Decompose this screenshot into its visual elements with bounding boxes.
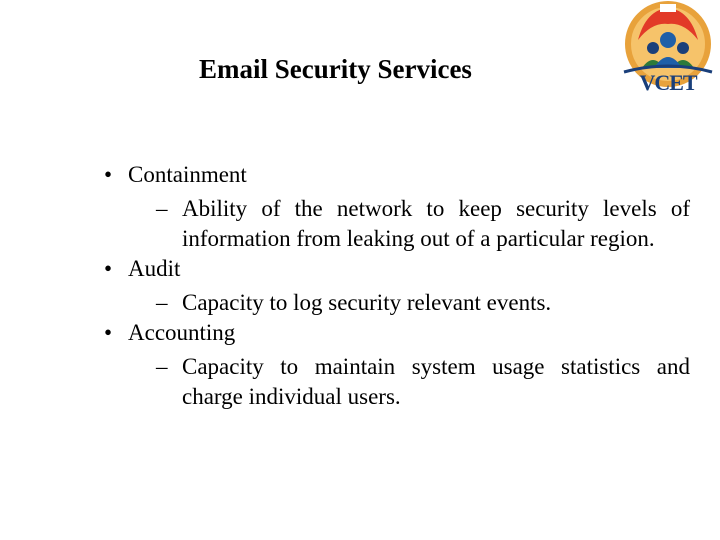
- bullet-glyph: •: [104, 162, 113, 187]
- dash-glyph: –: [156, 354, 168, 379]
- dash-glyph: –: [156, 196, 168, 221]
- sub-bullet-accounting: [128, 352, 690, 412]
- sub-bullet-text: Capacity to maintain system usage statistics and charge individual users.: [182, 354, 690, 409]
- bullet-accounting: [104, 318, 690, 412]
- sub-bullet-containment: [128, 194, 690, 254]
- vcet-logo: [616, 0, 720, 104]
- slide-title: Email Security Services: [199, 54, 472, 84]
- bullet-glyph: •: [104, 320, 113, 345]
- sub-bullet-text: Capacity to log security relevant events.: [182, 290, 552, 315]
- sub-bullet-audit: [128, 288, 690, 318]
- bullet-list: [104, 160, 690, 412]
- bullet-audit: [104, 254, 690, 318]
- logo-text: VCET: [639, 70, 697, 95]
- bullet-glyph: •: [104, 256, 113, 281]
- dash-glyph: –: [156, 290, 168, 315]
- bullet-label: Accounting: [128, 320, 236, 345]
- bullet-label: Audit: [128, 256, 181, 281]
- bullet-containment: [104, 160, 690, 254]
- sub-bullet-text: Ability of the network to keep security levels of information from leaking out of a particular region.: [182, 196, 690, 251]
- bullet-label: Containment: [128, 162, 247, 187]
